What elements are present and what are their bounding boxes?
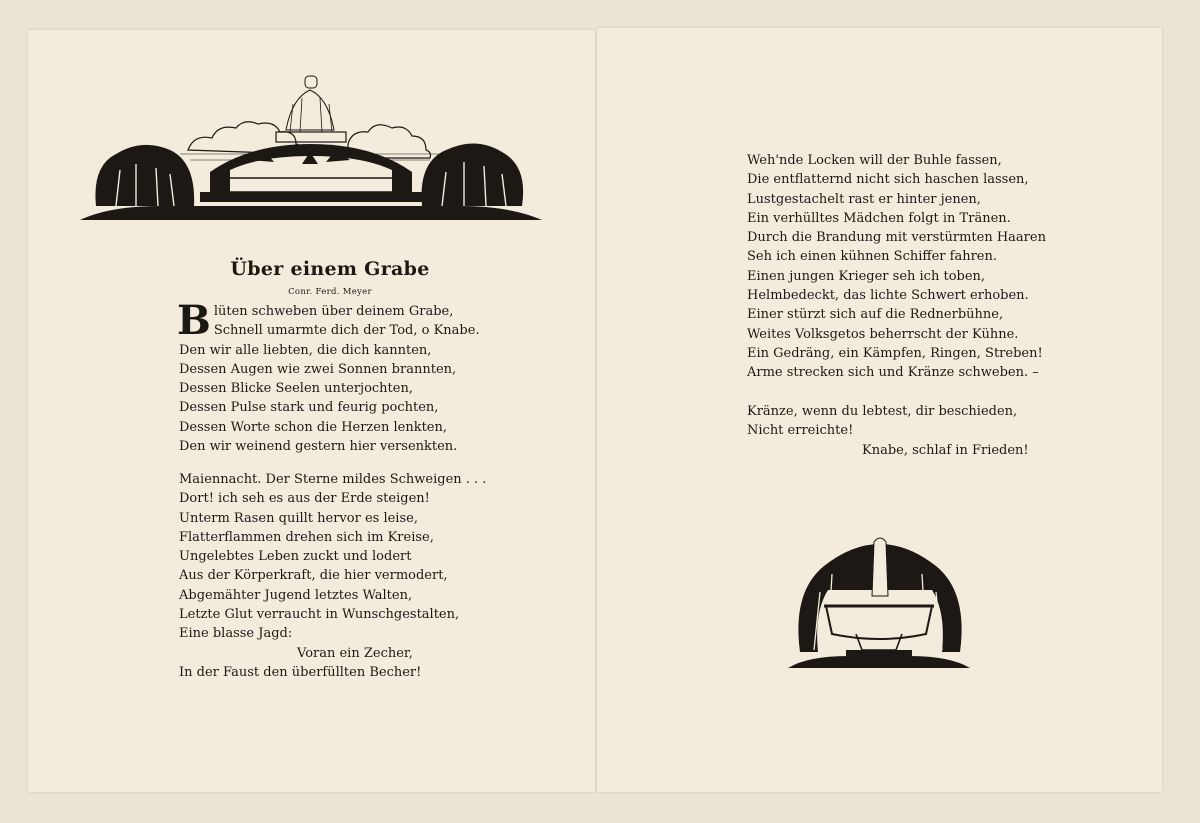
- poem-line: Helmbedeckt, das lichte Schwert erhoben.: [747, 288, 1029, 304]
- poem-line: Dessen Worte schon die Herzen lenkten,: [179, 419, 448, 435]
- poem-line: Arme strecken sich und Kränze schweben. –: [747, 365, 1039, 381]
- poem-line: Den wir weinend gestern hier versenkten.: [179, 439, 458, 455]
- poem-author: Conr. Ferd. Meyer: [288, 287, 372, 297]
- poem-line: Unterm Rasen quillt hervor es leise,: [179, 510, 418, 526]
- stanza-4: [747, 402, 1029, 460]
- poem-line: Knabe, schlaf in Frieden!: [862, 442, 1029, 458]
- poem-line: Abgemähter Jugend letztes Walten,: [179, 587, 413, 603]
- poem-line: Dessen Pulse stark und feurig pochten,: [179, 400, 439, 416]
- poem-line: Einen jungen Krieger seh ich toben,: [747, 268, 986, 284]
- poem-line: Dort! ich seh es aus der Erde steigen!: [179, 491, 430, 507]
- poem-line: Voran ein Zecher,: [297, 645, 413, 661]
- fountain-bowl-illustration: [786, 534, 972, 672]
- poem-line: Aus der Körperkraft, die hier vermodert,: [179, 568, 448, 584]
- poem-line: Weites Volksgetos beherrscht der Kühne.: [747, 326, 1019, 342]
- poem-line: Ungelebtes Leben zuckt und lodert: [179, 549, 412, 565]
- poem-line: Eine blasse Jagd:: [179, 626, 293, 642]
- poem-line: Die entflatternd nicht sich haschen lassen,: [747, 172, 1029, 188]
- poem-line: Einer stürzt sich auf die Rednerbühne,: [747, 307, 1004, 323]
- fountain-with-willows-illustration: [80, 74, 542, 222]
- poem-line: Durch die Brandung mit verstürmten Haaren: [747, 230, 1046, 246]
- poem-line: Flatterflammen drehen sich im Kreise,: [179, 529, 434, 545]
- poem-line: Dessen Augen wie zwei Sonnen brannten,: [179, 361, 457, 377]
- stanza-1: [177, 297, 480, 456]
- poem-line: Seh ich einen kühnen Schiffer fahren.: [747, 249, 998, 265]
- poem-line: Kränze, wenn du lebtest, dir beschieden,: [747, 404, 1018, 419]
- poem-line: Letzte Glut verraucht in Wunschgestalten,: [179, 607, 460, 623]
- poem-title: Über einem Grabe: [230, 258, 430, 280]
- poem-line: Lustgestachelt rast er hinter jenen,: [747, 191, 981, 207]
- poem-line: Den wir alle liebten, die dich kannten,: [179, 342, 432, 358]
- poem-line: Schnell umarmte dich der Tod, o Knabe.: [213, 323, 480, 339]
- poem-line: Maiennacht. Der Sterne mildes Schweigen . . .: [179, 472, 487, 487]
- poem-line-text: lüten schweben über deinem Grabe,: [213, 304, 454, 319]
- drop-cap: B: [177, 297, 211, 344]
- poem-line: Nicht erreichte!: [747, 423, 854, 439]
- stanza-3: [747, 151, 1046, 383]
- stanza-2: [179, 470, 486, 682]
- poem-line: Ein verhülltes Mädchen folgt in Tränen.: [747, 210, 1011, 226]
- poem-line: Dessen Blicke Seelen unterjochten,: [179, 381, 413, 397]
- poem-line: In der Faust den überfüllten Becher!: [179, 664, 422, 680]
- poem-line: Ein Gedräng, ein Kämpfen, Ringen, Streben!: [747, 345, 1043, 361]
- poem-line: Weh'nde Locken will der Buhle fassen,: [747, 153, 1002, 168]
